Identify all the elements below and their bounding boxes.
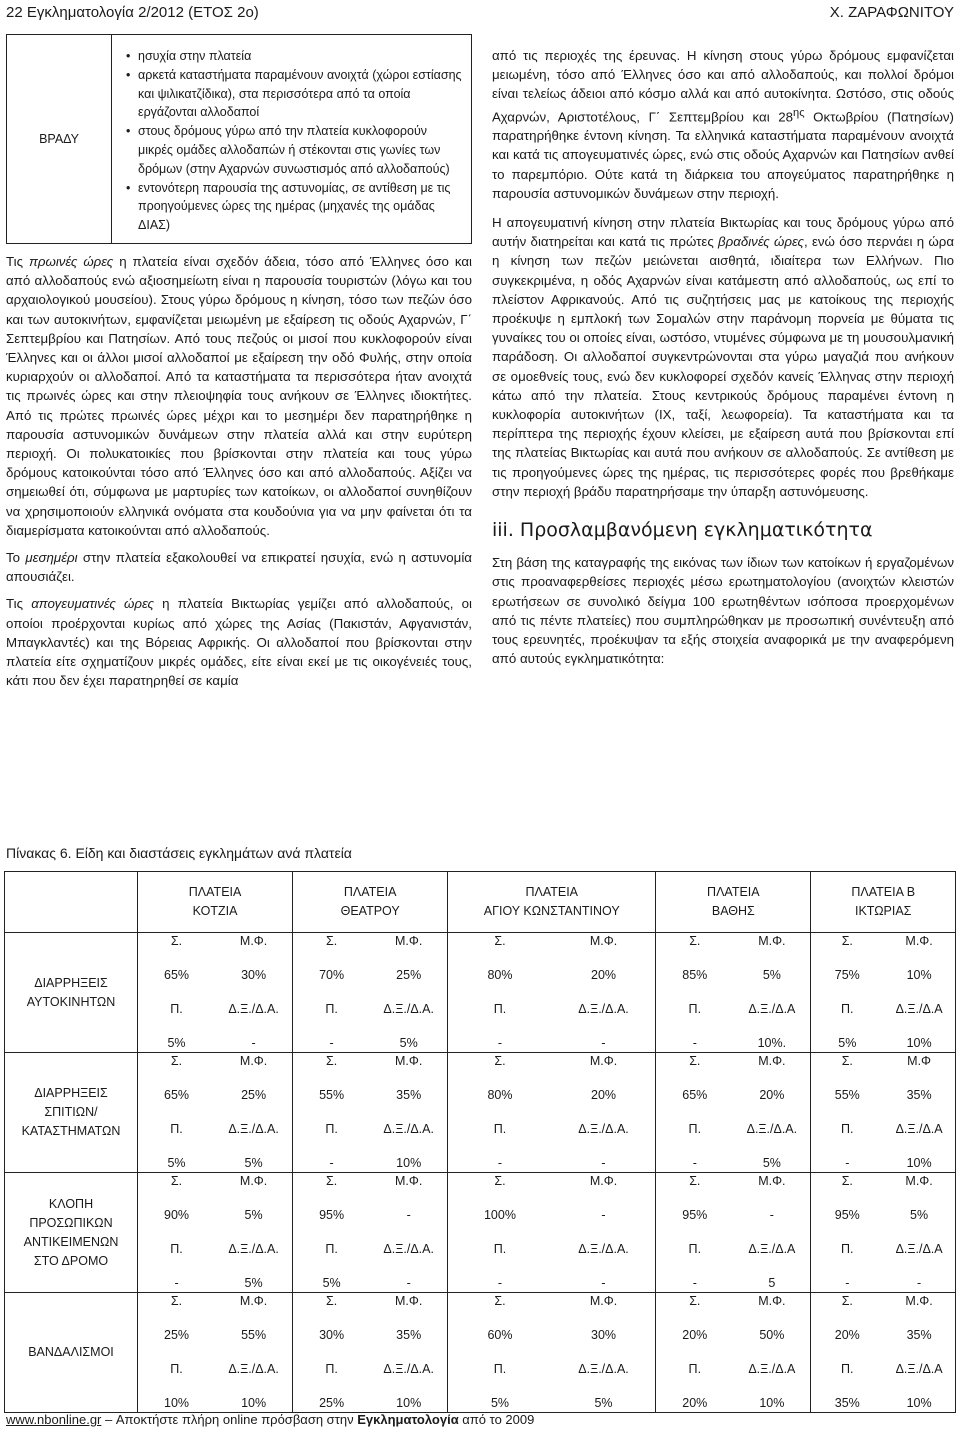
list-item: • εντονότερη παρουσία της αστυνομίας, σε αντίθεση με τις προηγούμενες ώρες της ημέρας (μηχανές της ομάδας ΔΙΑΣ) <box>126 179 465 235</box>
table-cell <box>811 1053 956 1173</box>
cell-value: Π. <box>170 1122 183 1136</box>
cell-value: 10% <box>906 968 932 982</box>
cell-value: Π. <box>325 1362 338 1376</box>
cell-value: 5% <box>490 1396 510 1410</box>
table-cell <box>293 1053 448 1173</box>
cell-value: Δ.Ξ./Δ.Α. <box>578 1362 629 1376</box>
cell-value: 95% <box>319 1208 345 1222</box>
cell-value: 30% <box>591 1328 617 1342</box>
author-running-head: Χ. ΖΑΡΑΦΩΝΙΤΟΥ <box>829 4 954 21</box>
cell-value: 55% <box>834 1088 860 1102</box>
cell-value: Σ. <box>689 1174 701 1188</box>
cell-value: Σ. <box>326 934 338 948</box>
cell-value: Σ. <box>841 1294 853 1308</box>
table-cell <box>656 933 811 1053</box>
cell-value: Δ.Ξ./Δ.Α. <box>228 1362 279 1376</box>
evening-paragraph: Η απογευματινή κίνηση στην πλατεία Βικτωρίας και τους δρόμους γύρω από αυτήν διατηρείται και κατά τις πρώτες βραδινές ώρες, ενώ όσο περνάει η ώρα η κίνηση των πεζών μειώνεται αισθητά, ιδιαίτερα των Ελλήνων. Πιο συγκεκριμένα, η οδός Αχαρνών είναι κατάμεστη από αλλοδαπούς, ως επί το πλείστον Αφρικανούς. Από τις συζητήσεις μας με κατοίκους της περιοχής προέκυψε η εμπλοκή των Σομαλών στην παράνομη πορνεία με θύματα τις γυναίκες του οι οποίες είναι, ωστόσο, ντυμένες σύμφωνα με τη μουσουλμανική παράδοση. Οι αλλοδαποί συγκεντρώνονται στα γύρω μαγαζιά που ανήκουν σε ομοεθνείς τους, ενώ δεν κυκλοφορεί σχεδόν κανείς Έλληνας στην περιοχή κάτω από την πλατεία. Στους κεντρικούς δρόμους παραμένει έντονη η κυκλοφορία αυτοκινήτων (ΙΧ, ταξί, λεωφορεία). Τα καταστήματα και τα περίπτερα της περιοχής έχουν κλείσει, με εξαίρεση αυτά που βρίσκονται επί της πλατείας Βικτωρίας και αυτά που ανήκουν σε αλλοδαπούς. Σε αντίθεση με τις προηγούμενες ώρες της ημέρας, τις περισσότερες φορές που βρεθήκαμε στην περιοχή βράδυ παρατηρήσαμε την ύπαρξη αστυνόμευσης. <box>492 215 955 499</box>
cell-value: Σ. <box>326 1174 338 1188</box>
page-header <box>0 0 960 24</box>
cell-value: Μ.Φ. <box>758 934 786 948</box>
morning-paragraph: Τις πρωινές ώρες η πλατεία είναι σχεδόν άδεια, τόσο από Έλληνες όσο και από αλλοδαπούς ενώ αξιοσημείωτη είναι η παρουσία τουριστών (λόγω και του αρχαιολογικού μουσείου). Στους γύρω δρόμους η κίνηση, τόσο των πεζών όσο και των αυτοκινήτων, εμφανίζεται μειωμένη με εξαίρεση τις οδούς Αχαρνών, Γ΄ Σεπτεμβρίου και Πατησίων. Από τους πεζούς οι μισοί που κυκλοφορούν είναι Έλληνες και οι άλλοι μισοί αλλοδαποί με εξαίρεση την οδό Φυλής, στην οποία κυριαρχούν οι αλλοδαποί. Από τα καταστήματα τα περισσότερα ήταν ανοιχτά τις πρωινές ώρες και στην πλειοψηφία τους ανήκουν σε Έλληνες ιδιοκτήτες. Από τις πρώτες πρωινές ώρες μέχρι και το μεσημέρι δεν παρατηρήθηκε η παρουσία αστυνομικών δυνάμεων στην πλατεία αλλά και στην ευρύτερη περιοχή. Οι πολυκατοικίες που βρίσκονται στην πλατεία και τους γύρω δρόμους κατοικούνται τόσο από Έλληνες όσο και από αλλοδαπούς. Αξίζει να σημειωθεί ότι, σύμφωνα με μαρτυρίες των κατοίκων, οι αλλοδαποί συνηθίζουν να χρησιμοποιούν ελληνικά ονόματα στα κουδούνια για να μην φαίνεται ότι τα διαμερίσματα κατοικούνται από αλλοδαπούς. <box>6 253 472 538</box>
cell-value: Π. <box>170 1242 183 1256</box>
cell-value: - <box>769 1208 774 1222</box>
crime-type-label: ΔΙΑΡΡΗΞΕΙΣ ΣΠΙΤΙΩΝ/ ΚΑΤΑΣΤΗΜΑΤΩΝ <box>5 1053 138 1173</box>
cell-value: 35% <box>396 1088 422 1102</box>
cell-value: Δ.Ξ./Δ.Α. <box>578 1002 629 1016</box>
cell-value: 10% <box>396 1396 422 1410</box>
cell-value: Π. <box>493 1002 507 1016</box>
cell-value: Σ. <box>494 934 506 948</box>
cell-value: - <box>692 1036 697 1050</box>
table-cell <box>293 933 448 1053</box>
cell-value: Μ.Φ. <box>395 1054 423 1068</box>
cell-value: 75% <box>834 968 860 982</box>
cell-value: 20% <box>591 968 617 982</box>
cell-value: Π. <box>325 1122 338 1136</box>
cell-value: Δ.Ξ./Δ.Α. <box>383 1122 434 1136</box>
cell-value: 5% <box>244 1208 263 1222</box>
cell-value: 5 <box>768 1276 776 1290</box>
table-cell <box>656 1293 811 1413</box>
cell-value: 25% <box>319 1396 345 1410</box>
cell-value: 30% <box>319 1328 345 1342</box>
cell-value: Π. <box>688 1242 702 1256</box>
square-header: ΠΛΑΤΕΙΑ ΑΓΙΟΥ ΚΩΝΣΤΑΝΤΙΝΟΥ <box>448 872 656 933</box>
noon-paragraph: Το μεσημέρι στην πλατεία εξακολουθεί να επικρατεί ησυχία, ενώ η αστυνομία απουσιάζει. <box>6 550 472 585</box>
cell-value: 5% <box>322 1276 341 1290</box>
table-cell <box>811 1173 956 1293</box>
cell-value: 35% <box>906 1088 932 1102</box>
table-cell <box>138 1293 293 1413</box>
cell-value: - <box>329 1156 334 1170</box>
table-cell <box>293 1173 448 1293</box>
crime-type-label: ΚΛΟΠΗ ΠΡΟΣΩΠΙΚΩΝ ΑΝΤΙΚΕΙΜΕΝΩΝ ΣΤΟ ΔΡΟΜΟ <box>5 1173 138 1293</box>
crime-table <box>4 871 956 1413</box>
cell-value: 10% <box>396 1156 422 1170</box>
cell-value: 5% <box>838 1036 857 1050</box>
cell-value: 80% <box>487 968 513 982</box>
cell-value: 35% <box>906 1328 932 1342</box>
cell-value: Δ.Ξ./Δ.Α. <box>746 1122 798 1136</box>
cell-value: Μ.Φ. <box>589 1174 618 1188</box>
cell-value: 5% <box>244 1276 263 1290</box>
cell-value: - <box>601 1276 606 1290</box>
cell-value: 20% <box>682 1396 708 1410</box>
square-header: ΠΛΑΤΕΙΑ ΒΑΘΗΣ <box>656 872 811 933</box>
cell-value: Μ.Φ. <box>758 1174 786 1188</box>
table-cell <box>811 933 956 1053</box>
cell-value: Σ. <box>689 1054 701 1068</box>
cell-value: Π. <box>493 1122 507 1136</box>
cell-value: - <box>692 1276 697 1290</box>
cell-value: Σ. <box>841 1174 853 1188</box>
cell-value: Δ.Ξ./Δ.Α <box>895 1362 943 1376</box>
cell-value: Π. <box>493 1242 507 1256</box>
cell-value: - <box>692 1156 697 1170</box>
square-header: ΠΛΑΤΕΙΑ ΚΟΤΖΙΑ <box>138 872 293 933</box>
cell-value: Δ.Ξ./Δ.Α. <box>383 1002 434 1016</box>
cell-value: 25% <box>396 968 422 982</box>
cell-value: 70% <box>319 968 345 982</box>
cell-value: 65% <box>682 1088 708 1102</box>
cell-value: Σ. <box>170 1174 183 1188</box>
cell-value: 100% <box>483 1208 516 1222</box>
cell-value: Π. <box>493 1362 507 1376</box>
cell-value: Μ.Φ. <box>239 1054 268 1068</box>
cell-value: - <box>845 1156 850 1170</box>
cell-value: - <box>251 1036 256 1050</box>
cell-value: Μ.Φ. <box>239 934 268 948</box>
cell-value: Π. <box>688 1122 702 1136</box>
cell-value: Δ.Ξ./Δ.Α <box>748 1362 796 1376</box>
cell-value: Μ.Φ. <box>589 934 618 948</box>
cell-value: Μ.Φ. <box>239 1294 268 1308</box>
table-cell <box>448 1173 656 1293</box>
table-cell <box>293 1293 448 1413</box>
cell-value: Δ.Ξ./Δ.Α. <box>383 1242 434 1256</box>
cell-value: Σ. <box>841 934 853 948</box>
cell-value: 35% <box>396 1328 422 1342</box>
cell-value: Σ. <box>326 1294 338 1308</box>
perceived-crime-paragraph: Στη βάση της καταγραφής της εικόνας των ίδιων των κατοίκων ή εργαζομένων στις προαναφερθείσες περιοχές μέσω ερωτηματολογίου (ανοιχτών κλειστών ερωτήσεων σε συνολικό δείγμα 100 ερωτηθέντων ισόποσα προερχομένων από τις πέντε πλατείες) που συμπληρώθηκαν με προσωπική συνέντευξη από τους ερευνητές, προέκυψαν τα εξής στοιχεία αναφορικά με την αναφερόμενη από αυτούς εγκληματικότητα: <box>492 555 954 667</box>
cell-value: 5% <box>244 1156 263 1170</box>
cell-value: Δ.Ξ./Δ.Α <box>895 1122 943 1136</box>
cell-value: Σ. <box>689 1294 701 1308</box>
table-cell <box>448 933 656 1053</box>
cell-value: Δ.Ξ./Δ.Α <box>748 1002 796 1016</box>
cell-value: 55% <box>241 1328 267 1342</box>
cell-value: - <box>845 1276 850 1290</box>
square-header: ΠΛΑΤΕΙΑ ΘΕΑΤΡΟΥ <box>293 872 448 933</box>
cell-value: Μ.Φ. <box>905 934 933 948</box>
cell-value: Σ. <box>841 1054 853 1068</box>
cell-value: 10% <box>241 1396 267 1410</box>
cell-value: 85% <box>682 968 708 982</box>
cell-value: 55% <box>319 1088 345 1102</box>
cell-value: - <box>917 1276 922 1290</box>
cell-value: Σ. <box>170 934 183 948</box>
cell-value: Π. <box>688 1362 702 1376</box>
afternoon-paragraph: Τις απογευματινές ώρες η πλατεία Βικτωρίας γεμίζει από αλλοδαπούς, οι οποίοι προέρχονται κυρίως από χώρες της Ασίας (Πακιστάν, Αφγανιστάν, Μπαγκλαντές) και της Βόρειας Αφρικής. Οι αλλοδαποί που βρίσκονται στην πλατεία είτε σχηματίζουν μικρές ομάδες, είτε είναι εκεί με τις οικογένειές τους, κάτι που δεν έχει παρατηρηθεί σε καμία <box>6 596 473 689</box>
table-cell <box>656 1053 811 1173</box>
cell-value: 90% <box>164 1208 190 1222</box>
cell-value: Μ.Φ. <box>758 1054 786 1068</box>
section-heading: iii. Προσλαμβανόμενη εγκληματικότητα <box>492 519 873 542</box>
cell-value: 20% <box>591 1088 617 1102</box>
cell-value: 95% <box>834 1208 860 1222</box>
cell-value: 30% <box>241 968 267 982</box>
cell-value: Π. <box>325 1242 338 1256</box>
cell-value: 5% <box>167 1036 186 1050</box>
cell-value: 25% <box>241 1088 267 1102</box>
cell-value: Δ.Ξ./Δ.Α. <box>578 1122 629 1136</box>
cell-value: 35% <box>834 1396 860 1410</box>
cell-value: - <box>329 1036 334 1050</box>
cell-value: 5% <box>399 1036 418 1050</box>
cell-value: 60% <box>487 1328 513 1342</box>
footer-link[interactable]: www.nbonline.gr <box>6 1412 102 1427</box>
square-header: ΠΛΑΤΕΙΑ Β ΙΚΤΩΡΙΑΣ <box>811 872 956 933</box>
cell-value: 80% <box>487 1088 513 1102</box>
cell-value: Δ.Ξ./Δ.Α <box>748 1242 796 1256</box>
cell-value: 5% <box>167 1156 186 1170</box>
table-cell <box>811 1293 956 1413</box>
cell-value: 20% <box>682 1328 708 1342</box>
right-column <box>492 46 954 668</box>
cell-value: Δ.Ξ./Δ.Α. <box>228 1242 279 1256</box>
crime-type-label: ΔΙΑΡΡΗΞΕΙΣ ΑΥΤΟΚΙΝΗΤΩΝ <box>5 933 138 1053</box>
cell-value: 5% <box>762 1156 781 1170</box>
cell-value: Π. <box>841 1002 854 1016</box>
cell-value: Δ.Ξ./Δ.Α. <box>383 1362 434 1376</box>
evening-observation-box <box>6 34 472 244</box>
cell-value: - <box>497 1276 503 1290</box>
table-cell <box>138 1173 293 1293</box>
cell-value: - <box>406 1208 411 1222</box>
cell-value: Π. <box>841 1242 854 1256</box>
cell-value: Π. <box>325 1002 338 1016</box>
cell-value: Π. <box>841 1362 854 1376</box>
cell-value: Μ.Φ <box>907 1054 932 1068</box>
cell-value: Μ.Φ. <box>395 934 423 948</box>
cell-value: 10%. <box>757 1036 787 1050</box>
table-header-row <box>5 872 956 933</box>
table-cell <box>448 1293 656 1413</box>
cell-value: 10% <box>164 1396 190 1410</box>
cell-value: 5% <box>762 968 781 982</box>
left-column <box>6 34 472 690</box>
cell-value: 5% <box>594 1396 613 1410</box>
table-cell <box>656 1173 811 1293</box>
cell-value: - <box>497 1036 503 1050</box>
cell-value: Μ.Φ. <box>758 1294 786 1308</box>
cell-value: Μ.Φ. <box>239 1174 268 1188</box>
table-row <box>5 933 956 1053</box>
cell-value: - <box>601 1208 606 1222</box>
list-item: • αρκετά καταστήματα παραμένουν ανοιχτά (χώροι εστίασης και ψιλικατζίδικα), στα περισσότερα από τα οποία εργάζονται αλλοδαποί <box>126 66 465 122</box>
cell-value: Π. <box>170 1002 183 1016</box>
table-row <box>5 1173 956 1293</box>
page-footer: www.nbonline.gr – Αποκτήστε πλήρη online πρόσβαση στην Εγκληματολογία από το 2009 <box>6 1412 535 1427</box>
cell-value: - <box>497 1156 503 1170</box>
cell-value: Δ.Ξ./Δ.Α. <box>228 1002 279 1016</box>
table-cell <box>138 933 293 1053</box>
cell-value: 50% <box>759 1328 785 1342</box>
table-caption: Πίνακας 6. Είδη και διαστάσεις εγκλημάτων ανά πλατεία <box>6 845 352 861</box>
cell-value: Δ.Ξ./Δ.Α <box>895 1002 943 1016</box>
cell-value: Σ. <box>494 1174 506 1188</box>
cell-value: Μ.Φ. <box>905 1294 933 1308</box>
cell-value: Μ.Φ. <box>589 1054 618 1068</box>
cell-value: 10% <box>906 1156 932 1170</box>
cell-value: 95% <box>682 1208 708 1222</box>
cell-value: 25% <box>164 1328 190 1342</box>
cell-value: Μ.Φ. <box>395 1294 423 1308</box>
cell-value: Σ. <box>689 934 701 948</box>
table-corner <box>5 872 138 933</box>
cell-value: Π. <box>688 1002 702 1016</box>
cell-value: Σ. <box>326 1054 338 1068</box>
cell-value: 20% <box>834 1328 860 1342</box>
evening-label: ΒΡΑΔΥ <box>7 35 112 243</box>
list-item: • στους δρόμους γύρω από την πλατεία κυκλοφορούν μικρές ομάδες αλλοδαπών ή στέκονται στις γωνίες των δρόμων (στην Αχαρνών συνωστισμός από αλλοδαπούς) <box>126 122 465 178</box>
cell-value: Σ. <box>170 1054 183 1068</box>
cell-value: 65% <box>164 968 190 982</box>
afternoon-continued-paragraph: από τις περιοχές της έρευνας. Η κίνηση στους γύρω δρόμους εμφανίζεται μειωμένη, τόσο από Έλληνες όσο και από αλλοδαπούς, και πολλοί δρόμοι είναι τελείως άδειοι από κόσμο αλλά και από αυτοκίνητα. Ωστόσο, στις οδούς Αχαρνών, Αριστοτέλους, Γ΄ Σεπτεμβρίου και $28^{\eta\varsigma}$ Οκτωβρίου (Πατησίων) παρατηρήθηκε έντονη κίνηση. Τα ελληνικά καταστήματα παραμένουν ανοιχτά και κατά τις απογευματινές ώρες, ενώ στις οδούς Αχαρνών και Πατησίων ανθεί το παρεμπόριο. Ούτε κατά τη διάρκεια του απογεύματος παρατηρήθηκε η παρουσία αστυνομικών δυνάμεων στην περιοχή. <box>492 48 954 201</box>
cell-value: Μ.Φ. <box>905 1174 933 1188</box>
cell-value: 20% <box>759 1088 785 1102</box>
cell-value: Π. <box>170 1362 183 1376</box>
cell-value: Σ. <box>170 1294 183 1308</box>
cell-value: Δ.Ξ./Δ.Α <box>895 1242 943 1256</box>
cell-value: - <box>601 1156 606 1170</box>
list-item: • ησυχία στην πλατεία <box>126 47 465 66</box>
cell-value: Μ.Φ. <box>589 1294 618 1308</box>
cell-value: Μ.Φ. <box>395 1174 423 1188</box>
evening-observation-list <box>112 35 471 243</box>
cell-value: Δ.Ξ./Δ.Α. <box>578 1242 629 1256</box>
cell-value: - <box>406 1276 411 1290</box>
table-row <box>5 1053 956 1173</box>
journal-running-head: 22 Εγκληματολογία 2/2012 (ΕΤΟΣ 2ο) <box>6 4 259 21</box>
cell-value: Σ. <box>494 1294 506 1308</box>
cell-value: Σ. <box>494 1054 506 1068</box>
cell-value: 65% <box>164 1088 190 1102</box>
cell-value: - <box>174 1276 179 1290</box>
cell-value: 10% <box>906 1396 932 1410</box>
cell-value: 10% <box>906 1036 932 1050</box>
cell-value: Δ.Ξ./Δ.Α. <box>228 1122 279 1136</box>
table-row <box>5 1293 956 1413</box>
table-cell <box>448 1053 656 1173</box>
cell-value: 10% <box>759 1396 785 1410</box>
cell-value: Π. <box>841 1122 854 1136</box>
table-cell <box>138 1053 293 1173</box>
crime-type-label: ΒΑΝΔΑΛΙΣΜΟΙ <box>5 1293 138 1413</box>
cell-value: - <box>601 1036 606 1050</box>
cell-value: 5% <box>910 1208 929 1222</box>
